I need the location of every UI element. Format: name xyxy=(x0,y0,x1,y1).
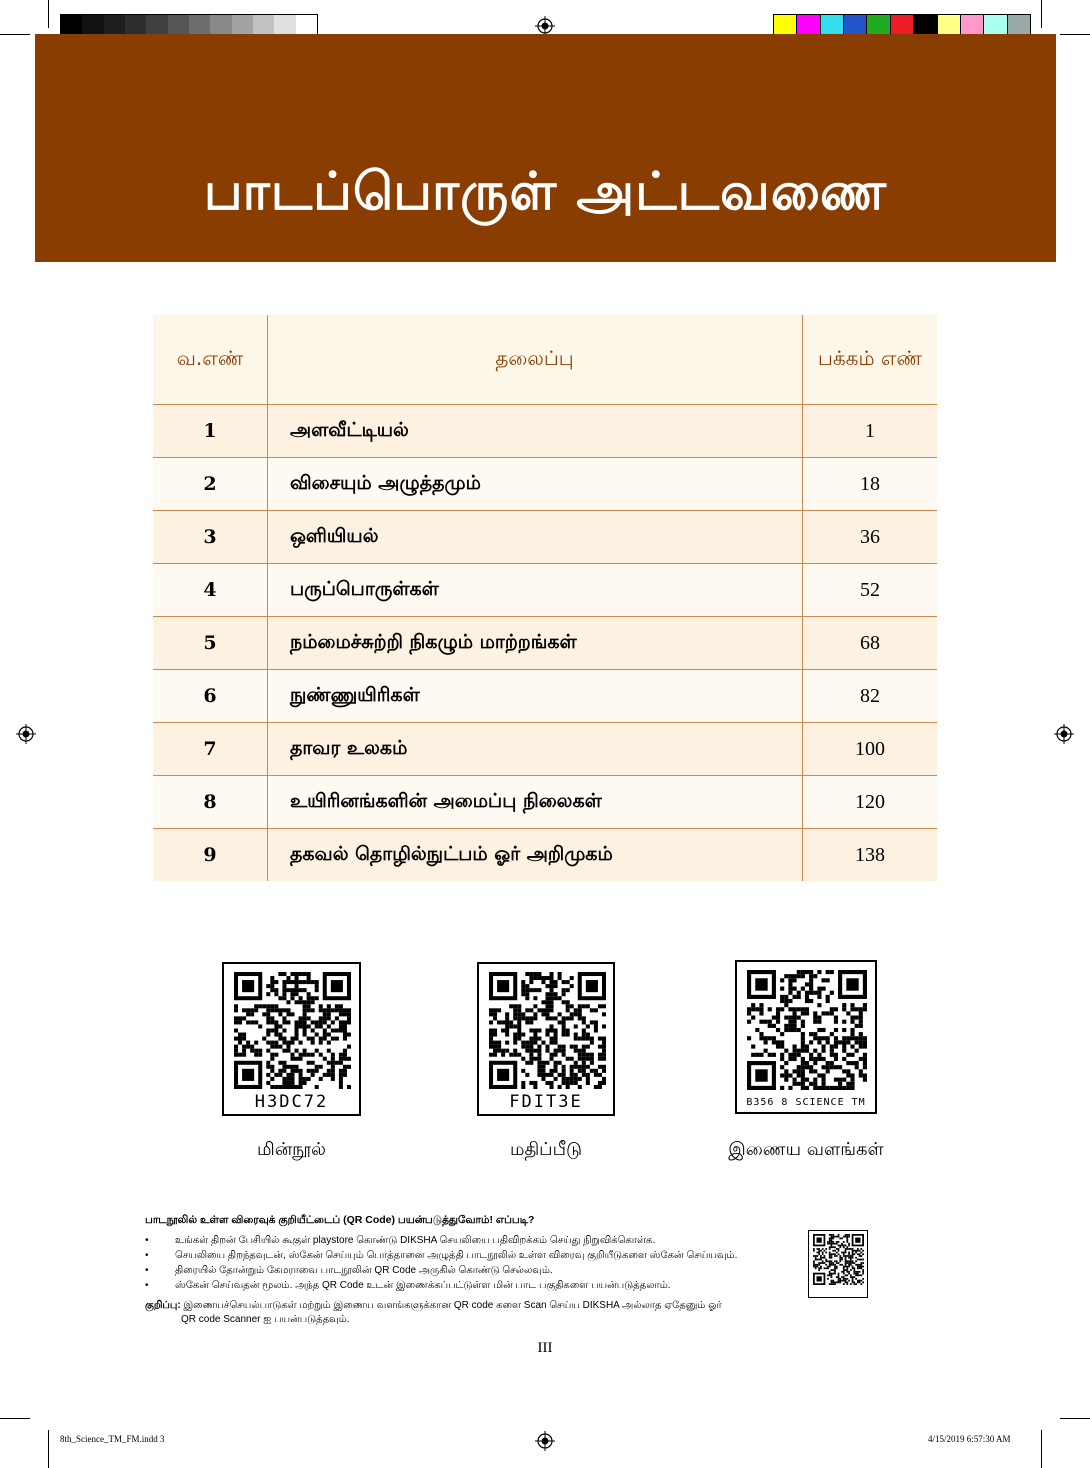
instructions-heading: பாடநூலில் உள்ள விரைவுக் குறியீட்டைப் (QR Code) பயன்படுத்துவோம்! எப்படி? xyxy=(145,1214,535,1226)
crop-mark xyxy=(0,1418,30,1419)
grayscale-calibration-bar xyxy=(60,14,318,36)
row-page: 100 xyxy=(803,723,938,776)
crop-mark xyxy=(1060,1418,1090,1419)
row-topic: தாவர உலகம் xyxy=(268,723,803,776)
contents-table xyxy=(153,315,937,881)
row-topic: ஒளியியல் xyxy=(268,511,803,564)
color-swatch xyxy=(866,15,889,35)
qr-code-label: H3DC72 xyxy=(254,1092,329,1112)
qr-caption-ebook: மின்நூல் xyxy=(256,1139,326,1160)
registration-mark-icon xyxy=(535,1431,555,1451)
crop-mark xyxy=(1041,1430,1042,1468)
table-row xyxy=(153,511,937,564)
column-header-page: பக்கம் எண் xyxy=(803,315,938,405)
row-page: 138 xyxy=(803,829,938,882)
color-swatch xyxy=(820,15,843,35)
qr-code-web-resources[interactable] xyxy=(735,960,877,1114)
row-topic: தகவல் தொழில்நுட்பம் ஓர் அறிமுகம் xyxy=(268,829,803,882)
crop-mark xyxy=(1060,34,1090,35)
row-page: 1 xyxy=(803,405,938,458)
registration-mark-icon xyxy=(535,16,555,36)
row-page: 68 xyxy=(803,617,938,670)
color-swatch xyxy=(843,15,866,35)
row-topic: அளவீட்டியல் xyxy=(268,405,803,458)
row-page: 82 xyxy=(803,670,938,723)
grey-swatch xyxy=(253,15,274,35)
qr-code-assessment[interactable] xyxy=(477,962,615,1116)
qr-caption-assessment: மதிப்பீடு xyxy=(509,1139,583,1160)
color-calibration-bar xyxy=(773,14,1031,36)
row-number: 5 xyxy=(153,617,268,670)
row-number: 7 xyxy=(153,723,268,776)
row-page: 52 xyxy=(803,564,938,617)
list-item: • ஸ்கேன் செய்வதன் மூலம். அந்த QR Code உடன் இணைக்கப்பட்டுள்ள மின் பாட பகுதிகளை பயன்படுத்தலாம். xyxy=(145,1278,805,1293)
list-item: • உங்கள் திறன் பேசியில் கூகுள் playstore கொண்டு DIKSHA செயலியை பதிவிறக்கம் செய்து நிறுவிக்கொள்க. xyxy=(145,1233,805,1248)
row-number: 4 xyxy=(153,564,268,617)
crop-mark xyxy=(48,0,49,28)
table-row xyxy=(153,405,937,458)
slug-timestamp: 4/15/2019 6:57:30 AM xyxy=(928,1434,1011,1444)
note-text-continued: QR code Scanner ஐ பயன்படுத்தவும். xyxy=(181,1314,350,1325)
grey-swatch xyxy=(104,15,125,35)
grey-swatch xyxy=(232,15,253,35)
note-text: இணையச்செயல்பாடுகள் மற்றும் இணைய வளங்களுக்கான QR code களை Scan செய்ய DIKSHA அல்லாத ஏதேனும் ஓர் xyxy=(183,1300,722,1311)
list-item: • செயலியை திறந்தவுடன், ஸ்கேன் செய்யும் பொத்தானை அழுத்தி பாடநூலில் உள்ள விரைவு குறியீடுகளை ஸ்கேன் செய்யவும். xyxy=(145,1248,805,1263)
grey-swatch xyxy=(168,15,189,35)
crop-mark xyxy=(48,1430,49,1468)
qr-instructions xyxy=(145,1214,805,1327)
table-row xyxy=(153,829,937,882)
color-swatch xyxy=(774,15,796,35)
slug-filename: 8th_Science_TM_FM.indd 3 xyxy=(60,1434,165,1444)
page-number: III xyxy=(537,1340,553,1356)
table-row xyxy=(153,670,937,723)
color-swatch xyxy=(983,15,1006,35)
color-swatch xyxy=(913,15,936,35)
qr-code-label: FDIT3E xyxy=(509,1092,583,1112)
crop-mark xyxy=(1041,0,1042,28)
instructions-list xyxy=(145,1233,805,1293)
row-page: 120 xyxy=(803,776,938,829)
instructions-note xyxy=(145,1299,805,1327)
row-topic: பருப்பொருள்கள் xyxy=(268,564,803,617)
registration-mark-icon xyxy=(16,724,36,744)
qr-code-label: B356 8 SCIENCE TM xyxy=(746,1097,866,1108)
row-number: 9 xyxy=(153,829,268,882)
table-row xyxy=(153,723,937,776)
note-label: குறிப்பு: xyxy=(145,1300,181,1311)
color-swatch xyxy=(937,15,960,35)
qr-code-diksha[interactable] xyxy=(808,1230,868,1298)
color-swatch xyxy=(890,15,913,35)
qr-code-icon xyxy=(813,1234,864,1285)
grey-swatch xyxy=(274,15,295,35)
registration-mark-icon xyxy=(1054,724,1074,744)
row-topic: விசையும் அழுத்தமும் xyxy=(268,458,803,511)
row-topic: நம்மைச்சுற்றி நிகழும் மாற்றங்கள் xyxy=(268,617,803,670)
table-row xyxy=(153,458,937,511)
table-row xyxy=(153,564,937,617)
table-header-row xyxy=(153,315,937,405)
row-number: 3 xyxy=(153,511,268,564)
color-swatch xyxy=(960,15,983,35)
qr-code-icon xyxy=(234,972,351,1089)
grey-swatch xyxy=(125,15,146,35)
table-row xyxy=(153,776,937,829)
row-page: 18 xyxy=(803,458,938,511)
page-title: பாடப்பொருள் அட்டவணை xyxy=(203,162,888,222)
color-swatch xyxy=(1007,15,1030,35)
grey-swatch xyxy=(210,15,231,35)
grey-swatch xyxy=(189,15,210,35)
grey-swatch xyxy=(61,15,82,35)
crop-mark xyxy=(0,34,30,35)
column-header-topic: தலைப்பு xyxy=(268,315,803,405)
qr-code-icon xyxy=(747,970,867,1090)
grey-swatch xyxy=(146,15,167,35)
row-page: 36 xyxy=(803,511,938,564)
list-item: • திரையில் தோன்றும் கேமராவை பாடநூலின் QR Code அருகில் கொண்டு செல்லவும். xyxy=(145,1263,805,1278)
qr-caption-web-resources: இணைய வளங்கள் xyxy=(728,1139,884,1160)
grey-swatch xyxy=(82,15,103,35)
column-header-number: வ.எண் xyxy=(153,315,268,405)
qr-code-icon xyxy=(489,972,606,1089)
row-number: 8 xyxy=(153,776,268,829)
color-swatch xyxy=(796,15,819,35)
row-number: 1 xyxy=(153,405,268,458)
row-topic: நுண்ணுயிரிகள் xyxy=(268,670,803,723)
row-number: 2 xyxy=(153,458,268,511)
row-topic: உயிரினங்களின் அமைப்பு நிலைகள் xyxy=(268,776,803,829)
grey-swatch xyxy=(296,15,317,35)
qr-code-ebook[interactable] xyxy=(222,962,361,1116)
row-number: 6 xyxy=(153,670,268,723)
table-row xyxy=(153,617,937,670)
title-banner xyxy=(35,34,1056,262)
